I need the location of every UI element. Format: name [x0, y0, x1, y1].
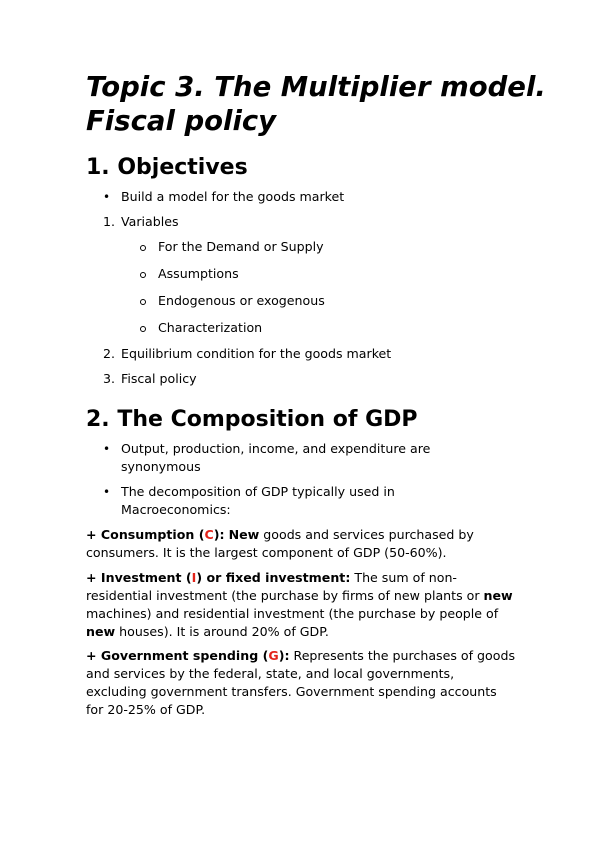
- list-number: 2.: [103, 346, 116, 361]
- investment-text: houses). It is around 20% of GDP.: [115, 624, 329, 639]
- investment-text: The sum of non-residential investment (the purchase by firms of new plants or: [86, 570, 484, 603]
- circle-bullet-icon: [140, 299, 146, 305]
- list-item: Build a model for the goods market: [121, 189, 345, 204]
- investment-label-close: ) or fixed investment:: [196, 570, 351, 585]
- consumption-paragraph: [86, 526, 516, 562]
- investment-letter: I: [191, 570, 197, 585]
- circle-bullet-icon: [140, 326, 146, 332]
- list-item: Variables: [121, 214, 179, 229]
- section-heading-composition: 2. The Composition of GDP: [86, 407, 418, 432]
- list-item: Fiscal policy: [121, 371, 197, 386]
- consumption-label-close: ):: [213, 527, 225, 542]
- sub-list-item: Assumptions: [158, 266, 239, 281]
- list-item: Equilibrium condition for the goods market: [121, 346, 392, 361]
- consumption-label: + Consumption (: [86, 527, 205, 542]
- emphasis-new: new: [86, 624, 116, 639]
- investment-paragraph: [86, 569, 516, 641]
- sub-list-item: Endogenous or exogenous: [158, 293, 325, 308]
- bullet-marker: •: [103, 190, 111, 204]
- government-label: + Government spending (: [86, 648, 269, 663]
- list-item: The decomposition of GDP typically used in Macroeconomics:: [121, 484, 395, 517]
- bullet-marker: •: [103, 485, 111, 499]
- bullet-marker: •: [103, 442, 111, 456]
- consumption-text: goods and services purchased by consumers. It is the largest component of GDP (50-60%).: [86, 527, 474, 560]
- investment-label: + Investment (: [86, 570, 192, 585]
- government-label-close: ):: [278, 648, 290, 663]
- circle-bullet-icon: [140, 272, 146, 278]
- circle-bullet-icon: [140, 245, 146, 251]
- emphasis-new: New: [228, 527, 260, 542]
- sub-list-item: For the Demand or Supply: [158, 239, 324, 254]
- emphasis-new: new: [483, 588, 513, 603]
- page-title: Topic 3. The Multiplier model. Fiscal policy: [86, 71, 546, 137]
- sub-list-item: Characterization: [158, 320, 263, 335]
- list-item: Output, production, income, and expenditure are synonymous: [121, 441, 431, 474]
- investment-text: machines) and residential investment (the purchase by people of: [86, 606, 499, 621]
- list-number: 3.: [103, 371, 116, 386]
- government-letter: G: [268, 648, 279, 663]
- government-paragraph: [86, 647, 516, 719]
- government-text: Represents the purchases of goods and services by the federal, state, and local governments, excluding government transfers. Government spending accounts for 20-25% of GDP.: [86, 648, 516, 717]
- section-heading-objectives: 1. Objectives: [86, 155, 248, 180]
- consumption-letter: C: [204, 527, 214, 542]
- list-number: 1.: [103, 214, 116, 229]
